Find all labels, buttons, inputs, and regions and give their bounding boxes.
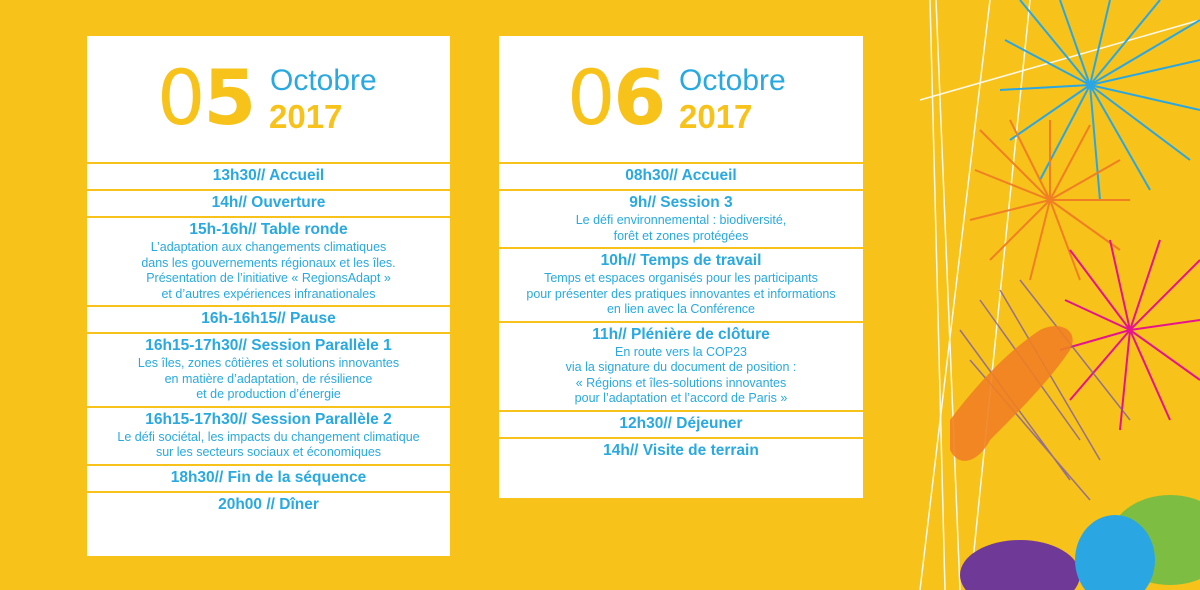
schedule-item-time-title: 11h// Plénière de clôture xyxy=(592,325,770,343)
schedule-item xyxy=(499,247,863,321)
schedule-item-time-title: 12h30// Déjeuner xyxy=(619,414,743,432)
day1-date-header xyxy=(87,36,450,162)
schedule-item-description: En route vers la COP23 via la signature du document de position : « Régions et îles-solutions innovantes pour l’adaptation et l’accord de Paris » xyxy=(565,344,797,405)
magenta-leaf xyxy=(1060,240,1200,430)
day2-panel xyxy=(499,36,863,498)
schedule-item-description: Les îles, zones côtières et solutions innovantes en matière d’adaptation, de résilience et de production d’énergie xyxy=(137,356,400,401)
day2-year: 2017 xyxy=(679,98,753,135)
orange-leaf xyxy=(970,120,1130,280)
purple-leaf xyxy=(960,540,1080,590)
schedule-item-time-title: 20h00 // Dîner xyxy=(218,495,319,513)
schedule-item-time-title: 15h-16h// Table ronde xyxy=(189,221,348,238)
schedule-item xyxy=(87,189,450,216)
schedule-item xyxy=(87,305,450,332)
schedule-item-time-title: 14h// Visite de terrain xyxy=(603,441,759,459)
schedule-item xyxy=(499,162,863,189)
schedule-item-time-title: 16h15-17h30// Session Parallèle 2 xyxy=(145,410,392,428)
schedule-item-description: Le défi sociétal, les impacts du changement climatique sur les secteurs sociaux et économiques xyxy=(117,429,420,459)
day2-schedule xyxy=(499,162,863,464)
schedule-item xyxy=(87,464,450,491)
schedule-item xyxy=(499,410,863,437)
day2-month: Octobre xyxy=(679,64,786,97)
schedule-item-time-title: 9h// Session 3 xyxy=(629,194,733,211)
schedule-item xyxy=(499,189,863,247)
day2-date-header xyxy=(499,36,863,162)
schedule-item xyxy=(499,437,863,464)
day1-day-digit-0: 0 xyxy=(157,53,204,142)
day1-day-number xyxy=(157,54,256,142)
blue-leaf xyxy=(1000,0,1200,200)
day2-day-number xyxy=(567,54,666,142)
schedule-item-description: L’adaptation aux changements climatiques dans les gouvernements régionaux et les îles. Présentation de l’initiative « RegionsAdapt » et d’autres expériences infranationales xyxy=(141,240,396,301)
schedule-item xyxy=(499,321,863,410)
day2-day-digit-0: 0 xyxy=(567,53,614,142)
day1-month: Octobre xyxy=(270,64,377,97)
schedule-item xyxy=(87,216,450,305)
schedule-item-time-title: 13h30// Accueil xyxy=(212,167,325,184)
day1-schedule xyxy=(87,162,450,518)
schedule-item-time-title: 14h// Ouverture xyxy=(211,194,326,211)
schedule-item-description: Le défi environnemental : biodiversité, forêt et zones protégées xyxy=(575,213,787,243)
schedule-item-time-title: 18h30// Fin de la séquence xyxy=(170,468,367,486)
schedule-item-description: Temps et espaces organisés pour les participants pour présenter des pratiques innovantes et informations en lien avec la Conférence xyxy=(526,271,836,316)
day1-day-digit-1: 5 xyxy=(203,53,257,142)
schedule-item xyxy=(87,162,450,189)
tropical-leaves-illustration xyxy=(900,0,1200,590)
schedule-item xyxy=(87,491,450,518)
day1-year: 2017 xyxy=(269,98,343,135)
schedule-item-time-title: 16h15-17h30// Session Parallèle 1 xyxy=(145,337,392,354)
schedule-item-time-title: 16h-16h15// Pause xyxy=(201,310,336,327)
schedule-item-time-title: 08h30// Accueil xyxy=(625,167,737,184)
schedule-item-time-title: 10h// Temps de travail xyxy=(600,252,762,269)
day2-day-digit-1: 6 xyxy=(613,53,667,142)
schedule-item xyxy=(87,406,450,464)
schedule-item xyxy=(87,332,450,406)
day1-panel xyxy=(87,36,450,556)
orange-bird-shape xyxy=(950,326,1073,461)
